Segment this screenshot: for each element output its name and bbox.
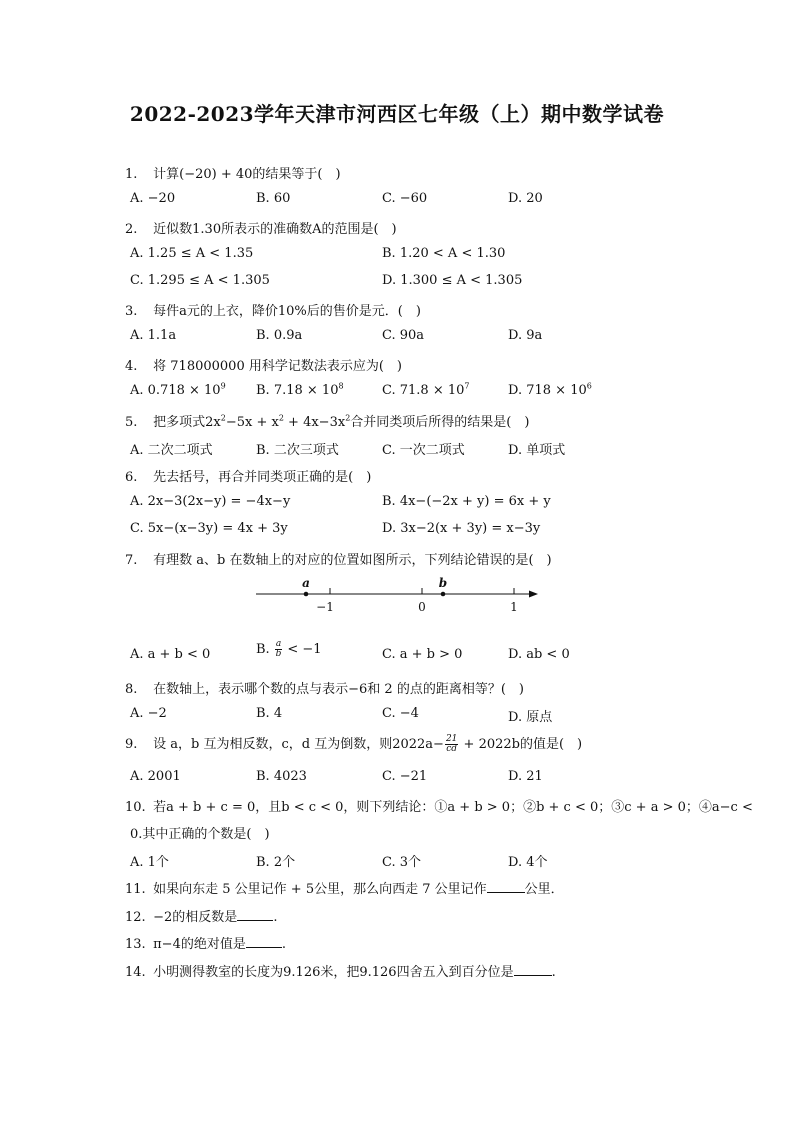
- exponent: 2: [220, 413, 226, 423]
- question-text: 将 718000000 用科学记数法表示应为( ): [153, 359, 402, 374]
- answer-blank[interactable]: [514, 963, 552, 976]
- option-c[interactable]: C. a + b > 0: [382, 647, 463, 662]
- option-text: B. 7.18 × 10: [256, 383, 339, 398]
- option-b[interactable]: B. 60: [256, 191, 291, 206]
- question-14: [125, 961, 556, 980]
- option-c[interactable]: C. 1.295 ≤ A < 1.305: [130, 273, 270, 288]
- question-number: 11.: [125, 882, 146, 897]
- page-title: 2022-2023学年天津市河西区七年级（上）期中数学试卷: [129, 102, 665, 126]
- option-b[interactable]: B. 4: [256, 706, 283, 721]
- option-d[interactable]: D. 原点: [508, 710, 553, 725]
- question-text: 公里．: [524, 882, 564, 897]
- option-a[interactable]: A. 1个: [130, 855, 169, 870]
- tick-label-one: 1: [510, 600, 518, 614]
- exponent: 2: [345, 413, 351, 423]
- option-text: < −1: [287, 642, 322, 657]
- option-d[interactable]: [508, 383, 592, 398]
- option-c[interactable]: C. −4: [382, 706, 419, 721]
- question-text: [153, 734, 583, 754]
- option-c[interactable]: C. 90a: [382, 328, 425, 343]
- option-a[interactable]: A. 1.25 ≤ A < 1.35: [130, 246, 254, 261]
- question-number: 4.: [125, 359, 138, 374]
- question-number: 3.: [125, 304, 138, 319]
- option-b[interactable]: [256, 640, 322, 659]
- tick-label-zero: 0: [418, 600, 426, 614]
- option-b[interactable]: [256, 383, 344, 398]
- question-number: 1.: [125, 167, 138, 182]
- point-a: [304, 592, 309, 597]
- option-a[interactable]: [130, 383, 226, 398]
- question-8: [125, 678, 524, 697]
- question-text: 近似数1.30所表示的准确数A的范围是( ): [153, 222, 397, 237]
- fraction-numerator: a: [275, 639, 282, 649]
- option-d[interactable]: D. 4个: [508, 855, 548, 870]
- option-d[interactable]: D. 3x−2(x + 3y) = x−3y: [382, 521, 541, 536]
- option-c[interactable]: C. −21: [382, 769, 428, 784]
- option-d[interactable]: D. 20: [508, 191, 543, 206]
- question-number: 9.: [125, 737, 138, 752]
- option-d[interactable]: D. 9a: [508, 328, 543, 343]
- question-text: 若a + b + c = 0，且b < c < 0，则下列结论：①a + b > 0；②b + c < 0；③c + a > 0；④a−c <: [153, 800, 753, 815]
- question-text: .: [273, 910, 278, 925]
- question-number: 12.: [125, 910, 146, 925]
- fraction: [275, 640, 282, 659]
- question-text: 先去括号，再合并同类项正确的是( ): [153, 470, 372, 485]
- question-text: 有理数 a、b 在数轴上的对应的位置如图所示，下列结论错误的是( ): [153, 553, 552, 568]
- option-c[interactable]: C. 一次二项式: [382, 443, 465, 458]
- answer-blank[interactable]: [246, 935, 282, 948]
- option-b[interactable]: B. 二次三项式: [256, 443, 339, 458]
- number-line: [250, 574, 550, 618]
- option-d[interactable]: D. 21: [508, 769, 543, 784]
- text-part: −5x + x: [225, 415, 279, 430]
- option-c[interactable]: C. −60: [382, 191, 428, 206]
- question-7: [125, 549, 552, 568]
- question-11: [125, 878, 564, 897]
- question-10-continued: 0.其中正确的个数是( ): [130, 827, 270, 842]
- question-number: 13.: [125, 937, 146, 952]
- option-b[interactable]: B. 4x−(−2x + y) = 6x + y: [382, 494, 551, 509]
- option-a[interactable]: A. 二次二项式: [130, 443, 213, 458]
- option-a[interactable]: A. −20: [130, 191, 176, 206]
- option-a[interactable]: A. 1.1a: [130, 328, 177, 343]
- question-text: 在数轴上，表示哪个数的点与表示−6和 2 的点的距离相等？( ): [153, 682, 524, 697]
- question-number: 5.: [125, 415, 138, 430]
- option-text: C. 71.8 × 10: [382, 383, 465, 398]
- question-6: [125, 466, 371, 485]
- question-text: −2的相反数是: [153, 910, 238, 925]
- fraction: [445, 735, 458, 754]
- exponent: 6: [586, 381, 592, 391]
- option-b[interactable]: B. 0.9a: [256, 328, 303, 343]
- question-2: [125, 218, 397, 237]
- label-a: a: [302, 576, 310, 590]
- option-c[interactable]: C. 3个: [382, 855, 422, 870]
- text-part: 设 a，b 互为相反数，c，d 互为倒数，则2022a−: [153, 737, 444, 752]
- text-part: 合并同类项后所得的结果是( ): [350, 415, 530, 430]
- question-text: 每件a元的上衣，降价10%后的售价是元．( ): [153, 304, 421, 319]
- question-12: [125, 906, 277, 925]
- question-text: .: [551, 965, 556, 980]
- option-c[interactable]: C. 5x−(x−3y) = 4x + 3y: [130, 521, 288, 536]
- option-d[interactable]: D. 单项式: [508, 443, 566, 458]
- fraction-denominator: cd: [446, 744, 458, 754]
- option-a[interactable]: A. −2: [130, 706, 167, 721]
- text-part: + 4x−3x: [283, 415, 346, 430]
- option-b[interactable]: B. 2个: [256, 855, 296, 870]
- question-text: 小明测得教室的长度为9.126米，把9.126四舍五入到百分位是: [153, 965, 514, 980]
- question-text: π−4的绝对值是: [153, 937, 246, 952]
- exponent: 9: [220, 381, 226, 391]
- question-13: [125, 933, 286, 952]
- question-text: 计算(−20) + 40的结果等于( ): [153, 167, 341, 182]
- fraction-numerator: 21: [445, 734, 458, 744]
- fraction-denominator: b: [275, 649, 282, 659]
- question-number: 2.: [125, 222, 138, 237]
- answer-blank[interactable]: [237, 908, 273, 921]
- question-1: [125, 163, 341, 182]
- exponent: 2: [278, 413, 284, 423]
- option-text: A. 0.718 × 10: [130, 383, 221, 398]
- question-text: [153, 415, 529, 430]
- exponent: 7: [464, 381, 470, 391]
- question-9: [125, 733, 582, 754]
- question-text: 如果向东走 5 公里记作 + 5公里，那么向西走 7 公里记作: [153, 882, 487, 897]
- label-b: b: [438, 576, 448, 590]
- exponent: 8: [338, 381, 344, 391]
- question-3: [125, 300, 421, 319]
- question-number: 10.: [125, 800, 146, 815]
- question-number: 7.: [125, 553, 138, 568]
- question-text: .: [281, 937, 286, 952]
- question-number: 6.: [125, 470, 138, 485]
- option-text: D. 718 × 10: [508, 383, 587, 398]
- text-part: + 2022b的值是( ): [459, 737, 583, 752]
- question-4: [125, 355, 402, 374]
- question-5: [125, 411, 529, 430]
- question-number: 8.: [125, 682, 138, 697]
- option-letter: B.: [256, 642, 270, 657]
- question-number: 14.: [125, 965, 146, 980]
- option-d[interactable]: D. 1.300 ≤ A < 1.305: [382, 273, 523, 288]
- option-b[interactable]: B. 1.20 < A < 1.30: [382, 246, 506, 261]
- text-part: 把多项式2x: [153, 415, 221, 430]
- option-d[interactable]: D. ab < 0: [508, 647, 570, 662]
- axis-arrow: [529, 591, 538, 598]
- point-b: [441, 592, 446, 597]
- option-a[interactable]: A. 2x−3(2x−y) = −4x−y: [130, 494, 291, 509]
- option-a[interactable]: A. 2001: [130, 769, 181, 784]
- tick-label-neg1: −1: [316, 600, 334, 614]
- answer-blank[interactable]: [487, 880, 525, 893]
- option-c[interactable]: [382, 383, 470, 398]
- question-10: [125, 796, 753, 815]
- option-b[interactable]: B. 4023: [256, 769, 307, 784]
- option-a[interactable]: A. a + b < 0: [130, 647, 211, 662]
